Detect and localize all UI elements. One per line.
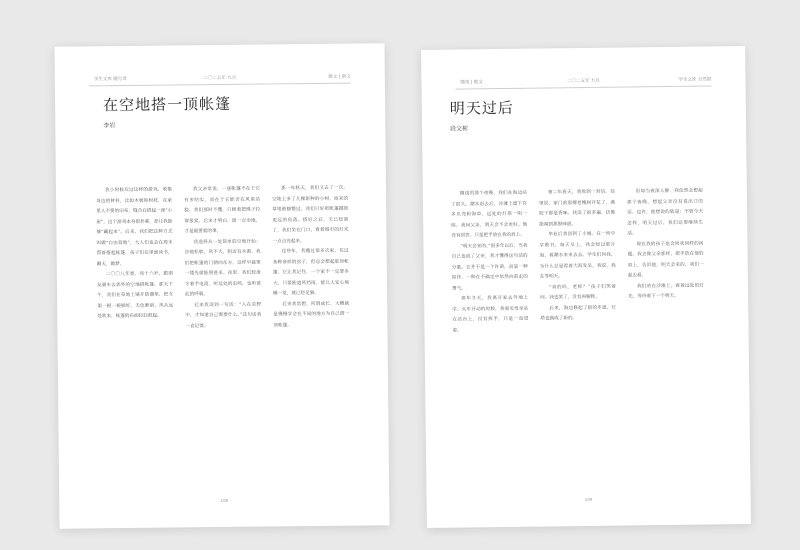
text-column-3 (272, 184, 351, 485)
page-number: 109 (584, 496, 593, 503)
article-title: 在空地搭一顶帐篷 (103, 94, 232, 115)
running-header-left: 学生文库 随写录 (93, 76, 127, 83)
paragraph: 我小时候玩过这样的游戏，收集身边的材料，比如木板和树枝，在家里人不要的旧布，缝合后搭起一座“小屋”。这个游戏本身很朴素，却让我能够“藏起来”。后来，我们把这种方式叫做“自由营地”，大人们也会在周末帮着搭起帐篷，孩子们在里面读书，聊天，做梦。 (96, 187, 173, 267)
header-rule (89, 83, 351, 87)
paragraph: 我们站在沙滩上，看着远处的灯光，等待着下一个明天。 (628, 283, 705, 300)
running-header-right: 散文 | 新文 (328, 74, 351, 80)
left-page (54, 43, 389, 528)
article-author: 段文彬 (450, 125, 469, 133)
paragraph: “明天会来的。”很多年以后，当我自己也成了父亲，我才懂得这句话的分量。它并不是一个许诺，而是一种陪伴，一种在不确定中依然向前走的勇气。 (451, 243, 528, 292)
paragraph: 二〇〇八年夏，我十六岁，跟朋友骑车去郊外的空地搭帐篷。那天下午，我们在草地上铺开防潮垫，把支架一根一根插好。天色渐暗，风从远处吹来，帐篷的布面轻轻鼓起。 (96, 271, 174, 320)
paragraph: 那一年秋天，我们又去了一次。空地上多了几棵新种的小树，原来的草地被修整过，我们只好把帐篷挪到更远的角落。搭好之后，天已经黑了，我们坐在门口，看着城市的灯光一点点亮起来。 (272, 185, 349, 244)
paragraph: 但每当夜深人静，我依然会想起那个夜晚，想起父亲没有说出口的话。也许，他想说的就是：不管今天怎样，明天过后，我们还要继续生活。 (626, 188, 704, 237)
paragraph: 我选择从一处简单的空地开始：沙地松软，风不大，附近有水源。我们把帐篷的门朝向东方，这样早晨第一缕光就能照进来。夜里，我们轮流守着手电筒，听远处的虫鸣，也听彼此的呼吸。 (184, 239, 262, 298)
paragraph: 现在我的孩子也会问我同样的问题。我会像父亲那样，把手放在他的肩上，告诉他，明天会来的，我们一起去看。 (627, 241, 704, 279)
paragraph: 我父亲常说，一座帐篷不在于它有多结实，而在于它能否在风里站稳。我们那时不懂，只顾着把绳子拉得很紧。后来才明白，留一点余地，才是最要紧的事。 (184, 186, 261, 235)
running-header-right: 学生文库 自然报 (678, 77, 712, 83)
paragraph: 后来，海边修起了新的步道，灯塔也换成了新的。 (540, 305, 617, 322)
text-column-2 (539, 188, 619, 479)
paragraph: 毕业后我回到了小城，在一所中学教书。每天早上，我会经过那片海，看潮水来来去去。学生们问我，为什么总是看着大海发呆。我说，我在等明天。 (539, 231, 616, 280)
article-title: 明天过后 (449, 98, 514, 118)
running-header-center: 二〇二五年 九月 (566, 78, 600, 85)
paragraph: 这些年，我搬过很多次家，住过各种各样的房子，但总会想起那顶帐篷。它让我记住，一个家不一定要多大，只要能遮风挡雨，能让人安心地睡一觉，就已经足够。 (272, 248, 349, 297)
paragraph: 那年冬天，我离开家去外地上学。火车开动的时候，我看见母亲站在站台上，没有挥手，只是一直望着。 (452, 295, 529, 334)
running-header-center: 二〇二五年 九月 (203, 75, 237, 82)
running-header-left: 随笔 | 散文 (460, 80, 483, 86)
text-column-2 (184, 185, 263, 486)
paragraph: 第二年春天，我收到一封信。信里说，家门前那棵老槐树开花了，满院子都是香味。我读了很多遍，仿佛能闻到那股味道。 (538, 189, 616, 228)
right-page (421, 46, 751, 528)
paragraph: 后来我常想，所谓成长，大概就是慢慢学会在不同的地方为自己搭一顶帐篷。 (273, 301, 350, 328)
article-author: 李岩 (103, 122, 116, 130)
text-column-1 (451, 189, 531, 480)
text-column-3 (627, 187, 707, 478)
page-number: 108 (220, 497, 229, 504)
paragraph: “真的吗，老师？”孩子们笑着问。我也笑了，没有再解释。 (540, 284, 617, 301)
header-rule (456, 85, 712, 89)
paragraph: 后来我读到一句话：“人在荒野中，才知道自己需要什么。”这句话我一直记得。 (185, 302, 262, 329)
paragraph: 搁浅的那个夜晚，我们在海边站了很久。潮水退去后，沙滩上留下许多贝壳和海草，远处的灯塔一明一暗。我问父亲，明天会不会更好。他没有回答，只是把手放在我的肩上。 (450, 190, 528, 239)
text-column-1 (96, 186, 175, 487)
